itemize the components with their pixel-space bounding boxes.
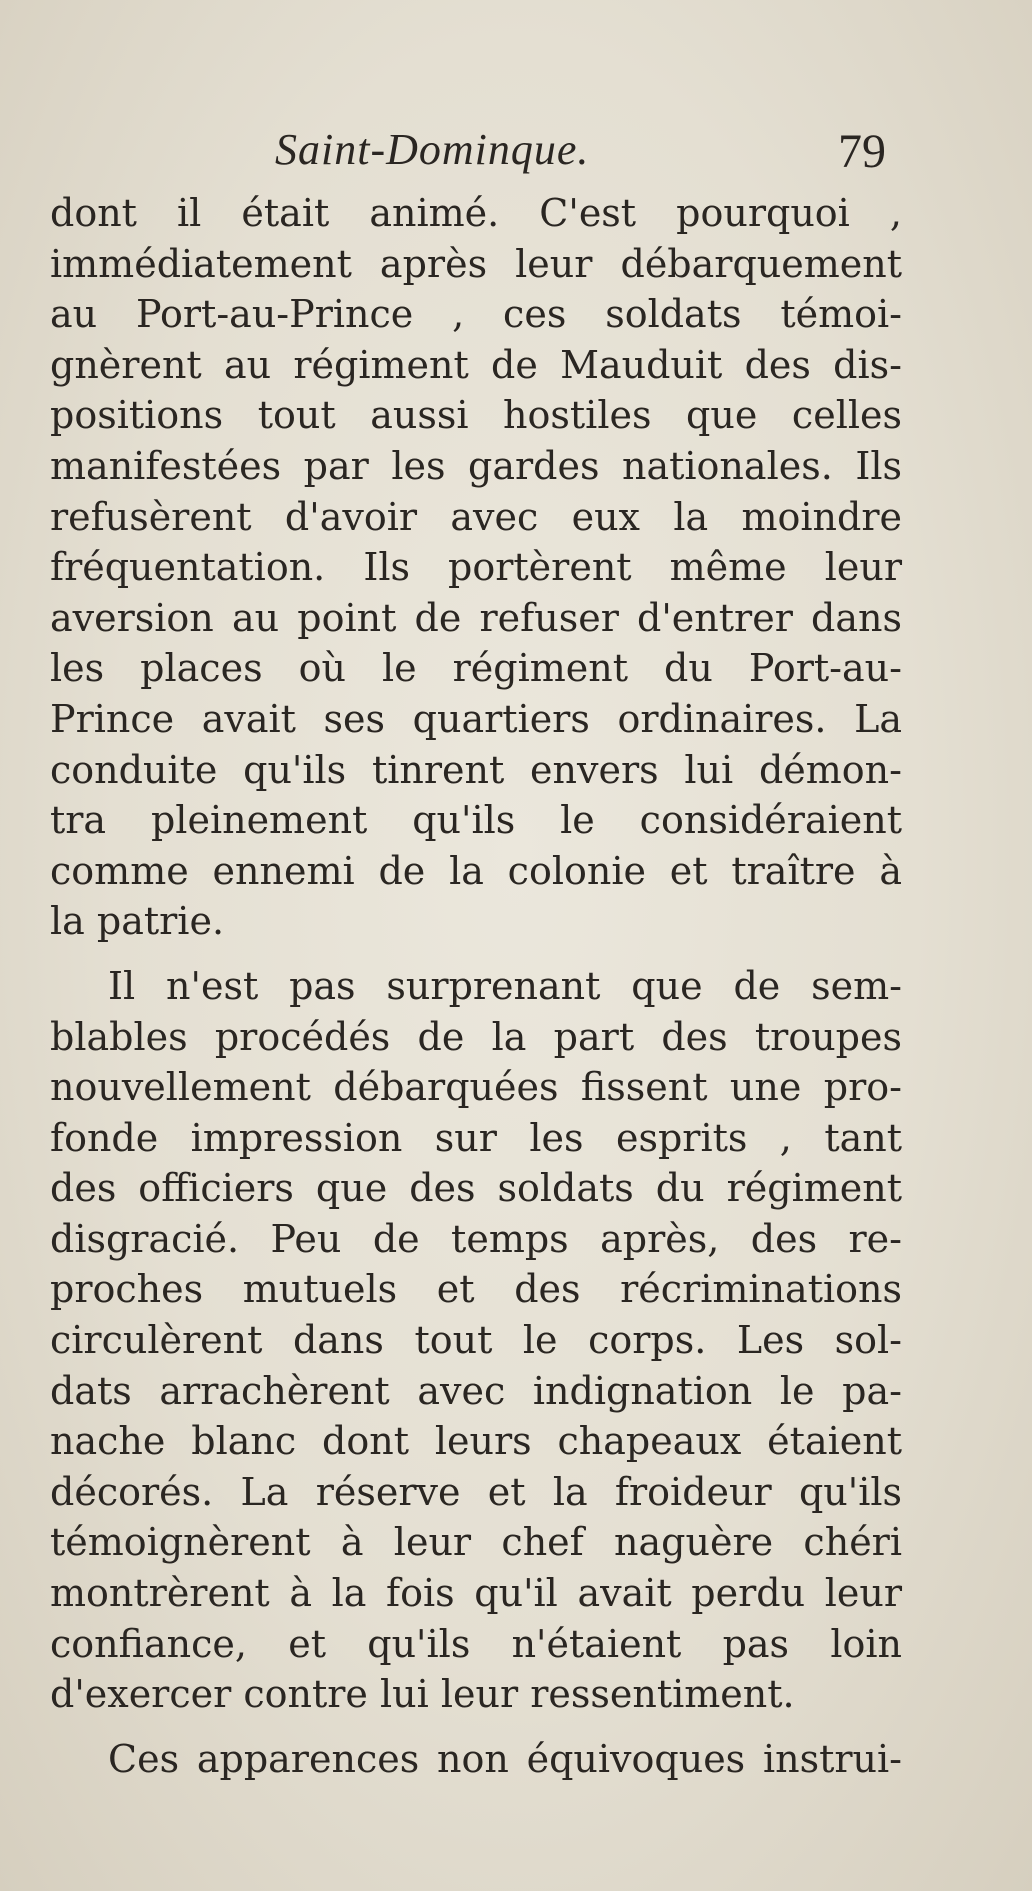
text-line: disgracié. Peu de temps après, des re- bbox=[50, 1216, 902, 1261]
paragraph bbox=[50, 961, 902, 1720]
running-title: Saint-Dominque. bbox=[275, 125, 590, 174]
text-line: aversion au point de refuser d'entrer dans bbox=[50, 595, 902, 640]
running-head bbox=[0, 118, 1032, 182]
text-line: fonde impression sur les esprits , tant bbox=[50, 1115, 902, 1160]
text-line: proches mutuels et des récriminations bbox=[50, 1267, 902, 1312]
paragraph bbox=[50, 188, 902, 947]
text-line: décorés. La réserve et la froideur qu'ils bbox=[50, 1469, 902, 1514]
text-line: au Port-au-Prince , ces soldats témoi- bbox=[50, 292, 902, 337]
body-text bbox=[50, 188, 902, 1784]
paragraph bbox=[50, 1734, 902, 1785]
text-line: nache blanc dont leurs chapeaux étaient bbox=[50, 1419, 902, 1464]
text-line: confiance, et qu'ils n'étaient pas loin bbox=[50, 1621, 902, 1666]
text-line: la patrie. bbox=[50, 899, 225, 944]
text-line: fréquentation. Ils portèrent même leur bbox=[50, 545, 902, 590]
text-line: immédiatement après leur débarquement bbox=[50, 241, 902, 286]
text-line: positions tout aussi hostiles que celles bbox=[50, 393, 902, 438]
text-line: gnèrent au régiment de Mauduit des dis- bbox=[50, 342, 902, 387]
text-line: dont il était animé. C'est pourquoi , bbox=[50, 191, 902, 235]
text-line: comme ennemi de la colonie et traître à bbox=[50, 848, 902, 893]
text-line: dats arrachèrent avec indignation le pa- bbox=[50, 1368, 902, 1413]
text-line: nouvellement débarquées fissent une pro- bbox=[50, 1065, 902, 1110]
text-line: manifestées par les gardes nationales. Ils bbox=[50, 443, 902, 488]
text-line: témoignèrent à leur chef naguère chéri bbox=[50, 1520, 902, 1565]
text-line: les places où le régiment du Port-au- bbox=[50, 646, 902, 691]
text-line: Il n'est pas surprenant que de sem- bbox=[108, 963, 902, 1008]
paragraph-gap bbox=[50, 1720, 902, 1734]
text-line: refusèrent d'avoir avec eux la moindre bbox=[50, 494, 902, 539]
page-number: 79 bbox=[838, 125, 886, 178]
paragraph-gap bbox=[50, 947, 902, 961]
text-line: d'exercer contre lui leur ressentiment. bbox=[50, 1672, 795, 1717]
text-line: tra pleinement qu'ils le considéraient bbox=[50, 798, 902, 843]
text-line: circulèrent dans tout le corps. Les sol- bbox=[50, 1318, 902, 1363]
text-line: conduite qu'ils tinrent envers lui démon- bbox=[50, 747, 902, 792]
text-line: blables procédés de la part des troupes bbox=[50, 1014, 902, 1059]
text-line: montrèrent à la fois qu'il avait perdu leur bbox=[50, 1571, 902, 1616]
text-line: Prince avait ses quartiers ordinaires. La bbox=[50, 696, 902, 741]
text-line: des officiers que des soldats du régiment bbox=[50, 1166, 902, 1211]
text-line: Ces apparences non équivoques instrui- bbox=[108, 1736, 902, 1781]
